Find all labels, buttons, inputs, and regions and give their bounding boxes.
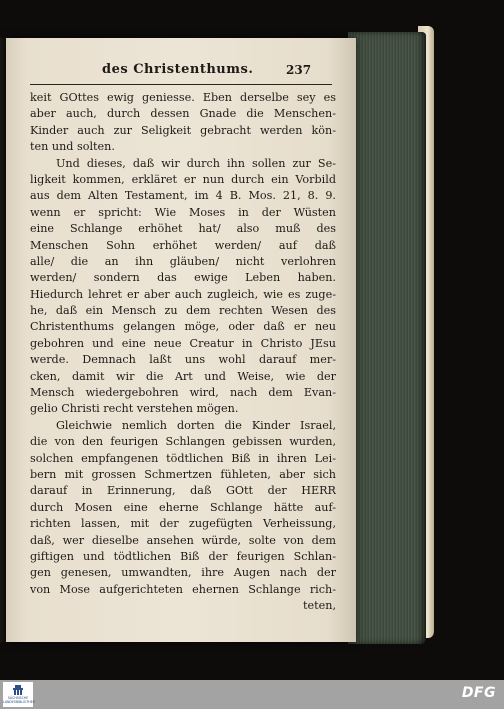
slub-logo[interactable] [3,682,33,707]
running-head: des Christenthums. [102,62,254,77]
text-line: alle/ die an ihn gläuben/ nicht verlohren [30,254,336,268]
text-line: ten und solten. [30,140,115,154]
text-line: solchen empfangenen tödtlichen Biß in ihren Lei- [30,451,336,465]
text-line: wenn er spricht: Wie Moses in der Wüsten [30,205,336,219]
text-line: Hiedurch lehret er aber auch zugleich, wie es zuge- [30,287,336,301]
text-line: Mensch wiedergebohren wird, nach dem Evan- [30,386,336,400]
slub-text-line: SÄCHSISCHE [7,696,29,700]
catchword: teten, [303,599,336,613]
text-line: aus dem Alten Testament, im 4 B. Mos. 21, 8. 9. [30,189,336,203]
text-line: werden/ sondern das ewige Leben haben. [30,271,336,285]
text-line: aber auch, durch dessen Gnade die Menschen- [30,107,336,121]
text-line: Kinder auch zur Seligkeit gebracht werden kön- [30,123,336,137]
slub-text-line: LANDESBIBLIOTHEK [3,700,35,704]
text-line: cken, damit wir die Art und Weise, wie der [30,369,336,383]
text-line: darauf in Erinnerung, daß GOtt der HERR [30,484,336,498]
text-line: bern mit grossen Schmertzen fühleten, aber sich [30,467,336,481]
text-line: Und dieses, daß wir durch ihn sollen zur Se- [56,156,336,170]
body-text [30,90,336,615]
text-line: richten lassen, mit der zugefügten Verheissung, [30,517,336,531]
text-line: eine Schlange erhöhet hat/ also muß des [30,222,336,236]
text-line: he, daß ein Mensch zu dem rechten Wesen des [30,304,336,318]
dfg-logo[interactable]: DFG [461,685,496,701]
page-number: 237 [286,63,312,77]
library-crest-icon [10,684,26,696]
text-line: Menschen Sohn erhöhet werden/ auf daß [30,238,336,252]
text-line: gen genesen, umwandten, ihre Augen nach der [30,566,336,580]
header-rule [30,84,332,85]
text-line: gebohren und eine neue Creatur in Christo JEsu [30,336,336,350]
viewer-footer [0,680,504,709]
text-line: giftigen und tödtlichen Biß der feurigen Schlan- [30,549,336,563]
book-page [6,38,356,642]
page-header [6,62,356,86]
text-line: Christenthums gelangen möge, oder daß er neu [30,320,336,334]
text-line: keit GOttes ewig geniesse. Eben derselbe sey es [30,91,336,104]
text-line: Gleichwie nemlich dorten die Kinder Israel, [56,418,336,432]
text-line: daß, wer dieselbe ansehen würde, solte von dem [30,533,336,547]
text-line: die von den feurigen Schlangen gebissen wurden, [30,435,336,449]
text-line: durch Mosen eine eherne Schlange hätte auf- [30,500,336,514]
book-page-edges [348,32,426,644]
text-line: von Mose aufgerichteten ehernen Schlange rich- [30,582,336,596]
text-line: ligkeit kommen, erkläret er nun durch ein Vorbild [30,172,336,186]
text-line: gelio Christi recht verstehen mögen. [30,402,239,416]
text-line: werde. Demnach laßt uns wohl darauf mer- [30,353,336,367]
